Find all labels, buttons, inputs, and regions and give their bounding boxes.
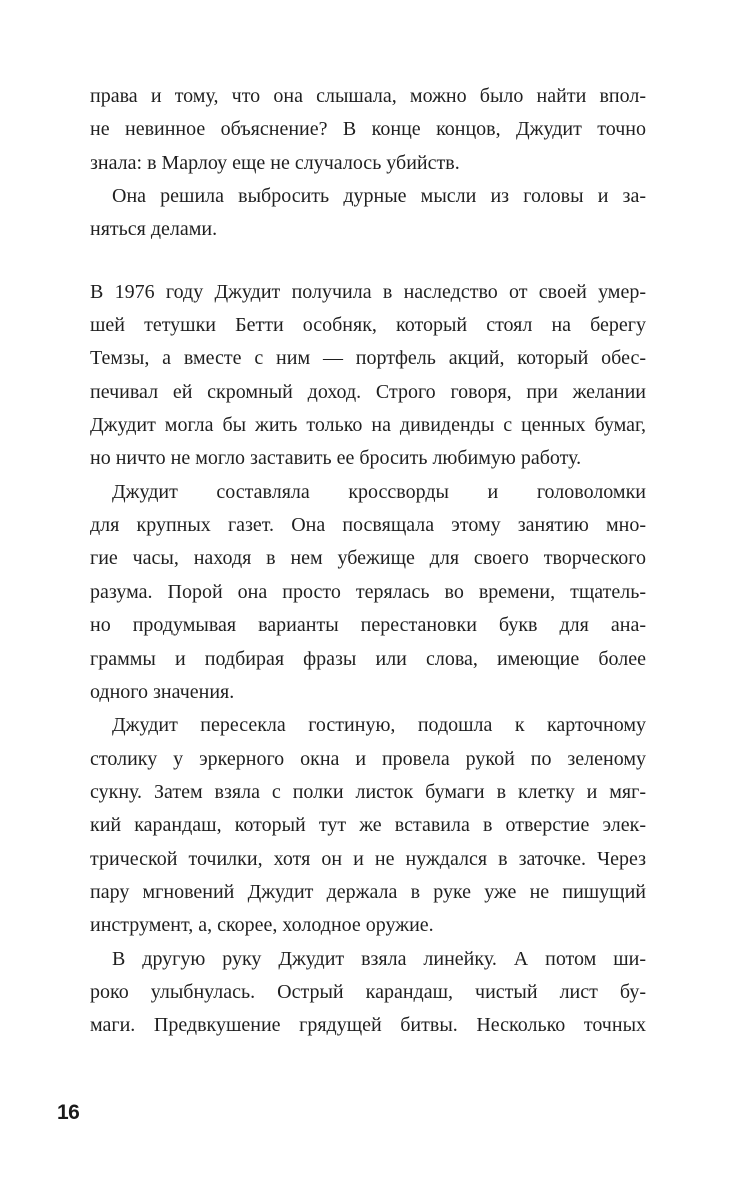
- text-line: одного значения.: [90, 680, 235, 703]
- page-number: 16: [57, 1101, 80, 1124]
- text-line: гие часы, находя в нем убежище для своего творческого: [90, 547, 646, 570]
- text-line: кий карандаш, который тут же вставила в отверстие элек-: [90, 814, 646, 837]
- text-line: инструмент, а, скорее, холодное оружие.: [90, 914, 434, 937]
- text-line: В 1976 году Джудит получила в наследство от своей умер-: [90, 280, 646, 303]
- text-line: Джудит пересекла гостиную, подошла к карточному: [112, 714, 646, 737]
- text-line: Джудит могла бы жить только на дивиденды с ценных бумаг,: [90, 414, 646, 437]
- text-line: но ничто не могло заставить ее бросить любимую работу.: [90, 447, 582, 470]
- paragraph: [90, 180, 646, 247]
- body-text: [90, 80, 646, 1043]
- text-line: знала: в Марлоу еще не случалось убийств.: [90, 151, 460, 174]
- paragraph: [90, 80, 646, 180]
- paragraph: [90, 276, 646, 476]
- text-line: роко улыбнулась. Острый карандаш, чистый лист бу-: [90, 980, 646, 1003]
- text-line: В другую руку Джудит взяла линейку. А потом ши-: [112, 947, 646, 970]
- text-line: трической точилки, хотя он и не нуждался в заточке. Через: [90, 847, 646, 870]
- text-line: маги. Предвкушение грядущей битвы. Несколько точных: [90, 1014, 646, 1037]
- text-line: сукну. Затем взяла с полки листок бумаги в клетку и мяг-: [90, 780, 646, 803]
- text-line: пару мгновений Джудит держала в руке уже не пишущий: [90, 880, 646, 903]
- text-line: Она решила выбросить дурные мысли из головы и за-: [112, 185, 646, 208]
- text-line: но продумывая варианты перестановки букв для ана-: [90, 614, 646, 637]
- text-line: шей тетушки Бетти особняк, который стоял на берегу: [90, 314, 646, 337]
- text-line: печивал ей скромный доход. Строго говоря, при желании: [90, 380, 646, 403]
- text-line: Джудит составляла кроссворды и головоломки: [112, 480, 646, 503]
- text-line: для крупных газет. Она посвящала этому занятию мно-: [90, 514, 646, 537]
- text-line: Темзы, а вместе с ним — портфель акций, который обес-: [90, 347, 646, 370]
- text-line: няться делами.: [90, 218, 218, 241]
- paragraph: [90, 476, 646, 709]
- text-line: граммы и подбирая фразы или слова, имеющие более: [90, 647, 646, 670]
- text-line: столику у эркерного окна и провела рукой по зеленому: [90, 747, 646, 770]
- text-line: права и тому, что она слышала, можно было найти впол-: [90, 85, 646, 107]
- paragraph: [90, 709, 646, 942]
- text-line: не невинное объяснение? В конце концов, Джудит точно: [90, 118, 646, 141]
- paragraph: [90, 943, 646, 1043]
- text-line: разума. Порой она просто терялась во времени, тщатель-: [90, 580, 646, 603]
